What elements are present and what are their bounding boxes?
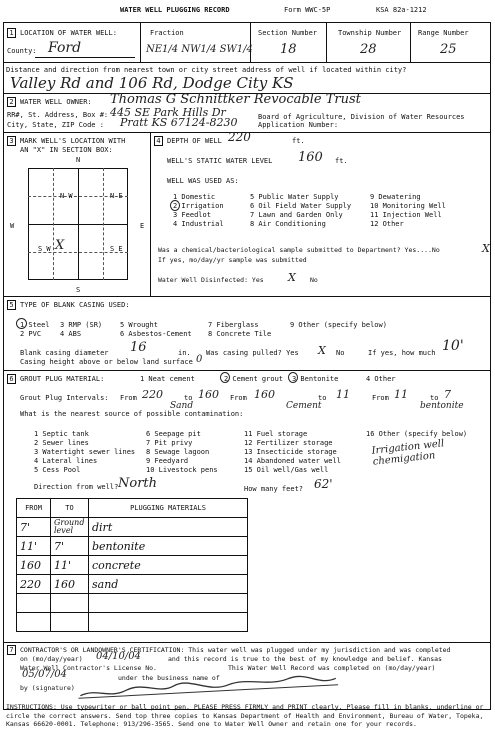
int2-from-value[interactable]: 160	[254, 388, 275, 401]
ksa-ref: KSA 82a-1212	[376, 6, 427, 14]
fraction-label: Fraction	[150, 29, 184, 37]
township-label: Township Number	[338, 29, 402, 37]
section-number-label: Section Number	[258, 29, 318, 37]
section-2-number: 2	[7, 97, 16, 107]
int3-to-value[interactable]: 7	[444, 388, 451, 401]
county-value[interactable]: Ford	[48, 40, 82, 56]
contam-14[interactable]: 14 Abandoned water well	[244, 457, 341, 465]
table-row: 160 11' concrete	[17, 556, 248, 575]
form-number: Form WWC-5P	[284, 6, 331, 14]
static-ft: ft.	[335, 157, 348, 165]
fraction-value[interactable]: NE1/4 NW1/4 SW1/4	[146, 44, 253, 55]
int1-to-value[interactable]: 160	[198, 388, 219, 401]
use-feedlot[interactable]: 3 Feedlot	[173, 211, 211, 219]
static-label: WELL'S STATIC WATER LEVEL	[167, 157, 273, 165]
address-label: RR#, St. Address, Box #:	[7, 111, 109, 119]
section-5-number: 5	[7, 300, 16, 310]
contam-10[interactable]: 10 Livestock pens	[146, 466, 218, 474]
table-row	[17, 594, 248, 613]
pulled-no: No	[336, 349, 345, 357]
compass-s: S	[76, 286, 81, 294]
application-label: Application Number:	[258, 121, 339, 129]
contamination-label: What is the nearest source of possible contamination:	[20, 410, 244, 418]
section-4-number: 4	[154, 136, 163, 146]
use-domestic[interactable]: 1 Domestic	[173, 193, 216, 201]
int1-from: From	[120, 394, 137, 402]
county-label: County:	[7, 47, 37, 55]
intervals-label: Grout Plug Intervals:	[20, 394, 109, 402]
form-title: WATER WELL PLUGGING RECORD	[120, 6, 230, 14]
use-other[interactable]: 12 Other	[370, 220, 404, 228]
contam-9[interactable]: 9 Feedyard	[146, 457, 189, 465]
location-label: LOCATION OF WATER WELL:	[20, 29, 117, 37]
feet-label: How many feet?	[244, 485, 304, 493]
section-number-value[interactable]: 18	[280, 42, 297, 57]
cert-text-2: on (mo/day/year)	[20, 655, 83, 663]
contam-12[interactable]: 12 Fertilizer storage	[244, 439, 333, 447]
contam-15[interactable]: 15 Oil well/Gas well	[244, 466, 329, 474]
chem-no-mark[interactable]: X	[482, 242, 490, 255]
cert-text-5: This Water Well Record was completed on (mo/day/year)	[228, 664, 436, 672]
int2-from: From	[230, 394, 247, 402]
signature-label: by (signature)	[20, 684, 75, 692]
casing-steel[interactable]: 1 Steel	[20, 321, 50, 329]
quad-sw: S W	[38, 245, 51, 253]
int3-from-value[interactable]: 11	[394, 388, 408, 401]
use-dewatering[interactable]: 9 Dewatering	[370, 193, 421, 201]
contam-4[interactable]: 4 Lateral lines	[34, 457, 98, 465]
license-label: Water Well Contractor's License No.	[20, 664, 157, 672]
cert-text-1: CONTRACTOR'S OR LANDOWNER'S CERTIFICATION: This water well was plugged under my jurisdiction and was completed	[20, 646, 451, 654]
table-row: 220 160 sand	[17, 575, 248, 594]
compass-n: N	[76, 156, 81, 164]
pulled-yes-mark[interactable]: X	[318, 344, 326, 357]
mark-location-label-2: AN "X" IN SECTION BOX:	[20, 146, 113, 154]
use-injection[interactable]: 11 Injection Well	[370, 211, 442, 219]
casing-other[interactable]: 9 Other (specify below)	[290, 321, 387, 329]
casing-concrete-tile[interactable]: 8 Concrete Tile	[208, 330, 272, 338]
use-irrigation[interactable]: 2 Irrigation	[173, 202, 224, 210]
grout-cement[interactable]: 2 Cement grout	[224, 375, 284, 383]
depth-value[interactable]: 220	[228, 130, 251, 144]
static-value[interactable]: 160	[298, 150, 323, 165]
mark-location-label: MARK WELL'S LOCATION WITH	[20, 137, 126, 145]
int3-note: bentonite	[420, 401, 464, 411]
casing-fiberglass[interactable]: 7 Fiberglass	[208, 321, 259, 329]
contam-13[interactable]: 13 Insecticide storage	[244, 448, 337, 456]
section-3-number: 3	[7, 136, 16, 146]
contam-1[interactable]: 1 Septic tank	[34, 430, 89, 438]
address-value[interactable]: 445 SE Park Hills Dr	[110, 106, 226, 119]
table-row: 11' 7' bentonite	[17, 537, 248, 556]
contam-8[interactable]: 8 Sewage lagoon	[146, 448, 210, 456]
int3-from: From	[372, 394, 389, 402]
height-label: Casing height above or below land surface	[20, 358, 193, 366]
owner-label: WATER WELL OWNER:	[20, 98, 92, 106]
table-row: 7' Ground level dirt	[17, 518, 248, 537]
howmuch-value[interactable]: 10'	[442, 338, 464, 354]
int1-note: Sand	[170, 401, 194, 411]
pulled-label: Was casing pulled? Yes	[206, 349, 299, 357]
grout-other[interactable]: 4 Other	[366, 375, 396, 383]
disinfected-label: Water Well Disinfected: Yes	[158, 276, 264, 284]
instructions: INSTRUCTIONS: Use typewriter or ball point pen. PLEASE PRESS FIRMLY and PRINT clearly. Please fill in blanks, underline or circle the correct answers. Send top three copies to Kansas Department of Health and Environment, Bureau of Water, Topeka, Kansas 66620-0001. Telephone: 913/296-3565. Send one to Water Well Owner and retain one for your records.	[6, 703, 484, 728]
col-to: TO	[51, 499, 89, 518]
section-6-number: 6	[7, 374, 16, 384]
col-materials: PLUGGING MATERIALS	[89, 499, 248, 518]
table-row	[17, 613, 248, 632]
casing-label: TYPE OF BLANK CASING USED:	[20, 301, 130, 309]
contam-11[interactable]: 11 Fuel storage	[244, 430, 308, 438]
int1-to: to	[184, 394, 193, 402]
section-1-number: 1	[7, 28, 16, 38]
compass-e: E	[140, 222, 145, 230]
direction-value[interactable]: North	[118, 476, 158, 491]
contam-5[interactable]: 5 Cess Pool	[34, 466, 81, 474]
township-value[interactable]: 28	[360, 42, 377, 57]
int2-to-value[interactable]: 11	[336, 388, 350, 401]
quad-se: S E	[110, 245, 123, 253]
casing-asbestos[interactable]: 6 Asbestos-Cement	[120, 330, 192, 338]
owner-value[interactable]: Thomas G Schnittker Revocable Trust	[110, 92, 361, 107]
compass-w: W	[10, 222, 15, 230]
grout-label: GROUT PLUG MATERIAL:	[20, 375, 105, 383]
grout-neat[interactable]: 1 Neat cement	[140, 375, 195, 383]
plugging-table	[16, 498, 248, 632]
quad-nw: N W	[60, 192, 73, 200]
depth-label: DEPTH OF WELL	[167, 137, 222, 145]
city-value[interactable]: Pratt KS 67124-8230	[120, 116, 238, 129]
record-date[interactable]: 05/07/04	[22, 669, 67, 680]
diameter-label: Blank casing diameter	[20, 349, 109, 357]
casing-wrought[interactable]: 5 Wrought	[120, 321, 158, 329]
int3-to: to	[430, 394, 439, 402]
disinfected-x[interactable]: X	[288, 271, 296, 284]
casing-rmp[interactable]: 3 RMP (SR)	[60, 321, 103, 329]
use-public[interactable]: 5 Public Water Supply	[250, 193, 339, 201]
contam-2[interactable]: 2 Sewer lines	[34, 439, 89, 447]
well-location-mark: X	[55, 238, 65, 253]
direction-label: Direction from well?	[34, 483, 119, 491]
int1-from-value[interactable]: 220	[142, 388, 163, 401]
casing-pvc[interactable]: 2 PVC	[20, 330, 42, 338]
business-name-label: under the business name of	[118, 674, 220, 682]
distance-value[interactable]: Valley Rd and 106 Rd, Dodge City KS	[10, 74, 294, 92]
city-label: City, State, ZIP Code :	[7, 121, 104, 129]
diameter-value[interactable]: 16	[130, 340, 147, 355]
contam-6[interactable]: 6 Seepage pit	[146, 430, 201, 438]
contam-16[interactable]: 16 Other (specify below)	[366, 430, 468, 438]
distance-label: Distance and direction from nearest town or city street address of well if located within city?	[6, 66, 407, 74]
casing-abs[interactable]: 4 ABS	[60, 330, 82, 338]
use-oilfield[interactable]: 6 Oil Field Water Supply	[250, 202, 352, 210]
use-lawn[interactable]: 7 Lawn and Garden Only	[250, 211, 343, 219]
int2-to: to	[318, 394, 327, 402]
contam-other-value[interactable]: Irrigation well chemigation	[371, 438, 445, 468]
disinfected-no: No	[310, 276, 318, 284]
howmuch-label: If yes, how much	[368, 349, 436, 357]
range-value[interactable]: 25	[440, 42, 457, 57]
sample-date-label: If yes, mo/day/yr sample was submitted	[158, 256, 307, 264]
grout-bentonite[interactable]: 3 Bentonite	[292, 375, 339, 383]
quad-ne: N E	[110, 192, 123, 200]
section-7-number: 7	[7, 645, 16, 655]
chem-sample-question: Was a chemical/bacteriological sample submitted to Department? Yes....No	[158, 246, 440, 254]
diameter-unit: in.	[178, 349, 191, 357]
use-ac[interactable]: 8 Air Conditioning	[250, 220, 326, 228]
used-as-label: WELL WAS USED AS:	[167, 177, 239, 185]
contam-7[interactable]: 7 Pit privy	[146, 439, 193, 447]
col-from: FROM	[17, 499, 51, 518]
use-monitoring[interactable]: 10 Monitoring Well	[370, 202, 446, 210]
range-label: Range Number	[418, 29, 469, 37]
int2-note: Cement	[286, 401, 322, 411]
depth-ft: ft.	[292, 137, 305, 145]
feet-value[interactable]: 62'	[314, 477, 333, 491]
contam-3[interactable]: 3 Watertight sewer lines	[34, 448, 136, 456]
cert-text-3: and this record is true to the best of my knowledge and belief. Kansas	[168, 655, 442, 663]
plugged-date[interactable]: 04/10/04	[96, 651, 141, 662]
use-industrial[interactable]: 4 Industrial	[173, 220, 224, 228]
board-label: Board of Agriculture, Division of Water Resources	[258, 113, 465, 121]
height-value[interactable]: 0	[196, 354, 203, 365]
